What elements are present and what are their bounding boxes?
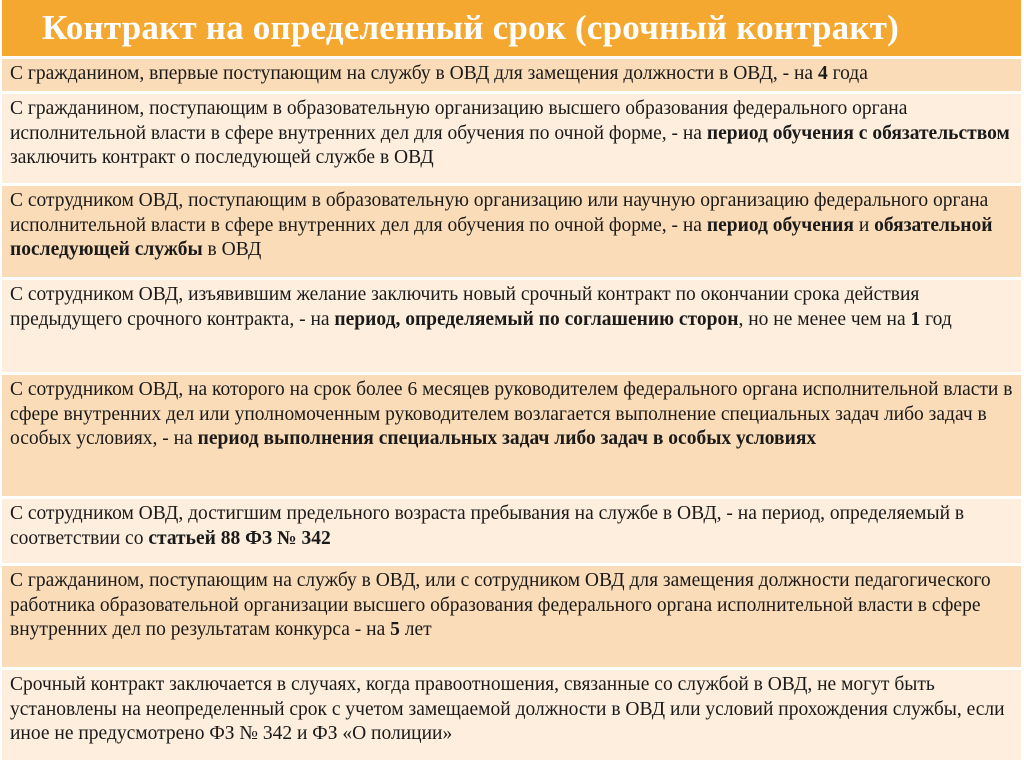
row-emphasis: 5 [390, 619, 400, 640]
case-row-4 [2, 280, 1021, 375]
row-text: и [853, 214, 875, 236]
row-emphasis: период выполнения специальных задач либо задач в особых условиях [197, 428, 817, 449]
row-text: С сотрудником ОВД, изъявившим желание заключить новый срочный контракт по окончании срока действия предыдущего срочного контракта, - на [10, 284, 920, 330]
row-emphasis: период обучения с обязательством [706, 122, 1010, 144]
contract-cases-list [2, 59, 1021, 763]
row-text: С гражданином, впервые поступающим на службу в ОВД для замещения должности в ОВД, - на [10, 63, 818, 84]
row-text: лет [399, 619, 432, 640]
case-row-2 [2, 94, 1021, 186]
row-emphasis: статьей 88 ФЗ № 342 [148, 527, 331, 549]
row-emphasis: 4 [817, 63, 828, 84]
row-emphasis: период обучения [706, 214, 854, 236]
row-text: в ОВД [202, 239, 262, 260]
row-text: С гражданином, поступающим в образовательную организацию высшего образования федерального органа исполнительной власти в сфере внутренних дел для обучения по очной форме, - на [10, 98, 908, 144]
case-row-3 [2, 186, 1021, 280]
row-emphasis: обязательной последующей службы [10, 214, 993, 260]
row-text: С сотрудником ОВД, на которого на срок более 6 месяцев руководителем федерального органа исполнительной власти в сфере внутренних дел или уполномоченным руководителем возлагается выполнение специальных задач либо задач в особых условиях, - на [10, 379, 1013, 449]
row-text: год [920, 308, 952, 330]
row-text: Срочный контракт заключается в случаях, когда правоотношения, связанные со службой в ОВД, не могут быть установлены на неопределенный срок с учетом замещаемой должности в ОВД или условий прохождения службы, если иное не предусмотрено ФЗ № 342 и ФЗ «О полиции» [10, 674, 1005, 744]
title-bar [2, 0, 1021, 59]
row-emphasis: 1 [910, 308, 921, 330]
case-row-1 [2, 59, 1021, 94]
row-text: С гражданином, поступающим на службу в ОВД, или с сотрудником ОВД для замещения должности педагогического работника образовательной организации высшего образования федерального органа исполнительной власти в сфере внутренних дел по результатам конкурса - на [10, 570, 991, 640]
case-row-7 [2, 566, 1021, 670]
row-emphasis: период, определяемый по соглашению сторон [334, 308, 739, 330]
row-text: С сотрудником ОВД, поступающим в образовательную организацию или научную организацию федерального органа исполнительной власти в сфере внутренних дел для обучения по очной форме, - на [10, 190, 989, 236]
row-text: С сотрудником ОВД, достигшим предельного возраста пребывания на службе в ОВД, - на период, определяемый в соответствии со [10, 503, 965, 549]
row-text: , но не менее чем на [738, 308, 911, 330]
case-row-6 [2, 499, 1021, 566]
row-text: года [827, 63, 868, 84]
page-title: Контракт на определенный срок (срочный контракт) [42, 8, 899, 47]
row-text: заключить контракт о последующей службе в ОВД [10, 147, 434, 168]
summary-row [2, 670, 1021, 763]
case-row-5 [2, 375, 1021, 499]
